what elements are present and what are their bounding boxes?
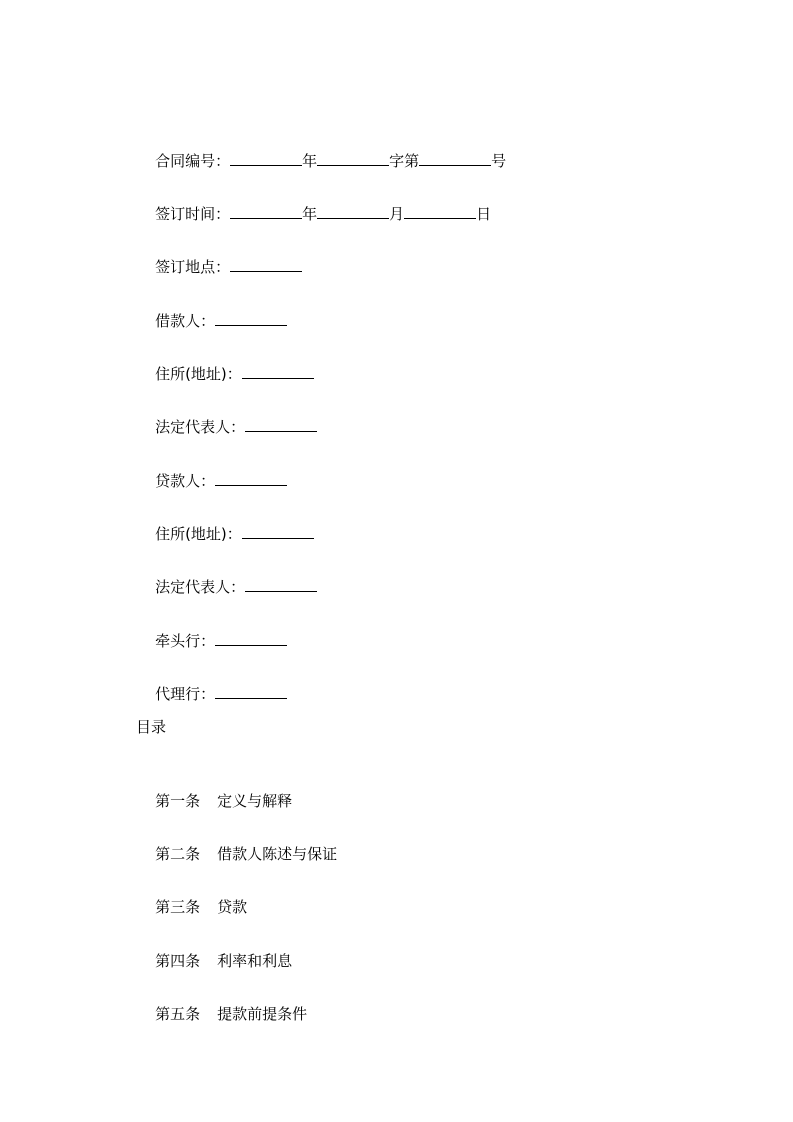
signing-place-line (136, 237, 302, 297)
borrower-rep-label: 法定代表人： (155, 418, 246, 436)
contract-number-unit-2: 字第 (389, 152, 420, 170)
borrower-line (136, 291, 287, 351)
borrower-blank (215, 311, 287, 326)
contract-number-line (136, 131, 506, 191)
toc-item (136, 984, 307, 1044)
lead-bank-blank (215, 631, 287, 646)
borrower-rep-line (136, 397, 317, 457)
signing-time-unit-1: 年 (302, 205, 318, 223)
toc-item (136, 824, 337, 884)
signing-place-label: 签订地点： (155, 258, 231, 276)
borrower-address-label: 住所(地址)： (155, 365, 242, 383)
lender-label: 贷款人： (155, 472, 216, 490)
contract-number-blank-1 (230, 151, 302, 166)
toc-item (136, 771, 292, 831)
lender-address-label: 住所(地址)： (155, 525, 242, 543)
lender-line (136, 451, 287, 511)
toc-item-number: 第四条 (155, 952, 201, 970)
borrower-rep-blank (245, 417, 317, 432)
contract-number-unit-3: 号 (491, 152, 507, 170)
signing-time-unit-3: 日 (476, 205, 492, 223)
lead-bank-line (136, 611, 287, 671)
lender-rep-label: 法定代表人： (155, 578, 246, 596)
lender-blank (215, 471, 287, 486)
signing-time-unit-2: 月 (389, 205, 405, 223)
toc-item-number: 第一条 (155, 792, 201, 810)
toc-item-title: 贷款 (217, 898, 248, 916)
toc-item (136, 877, 247, 937)
signing-time-blank-1 (230, 204, 302, 219)
contract-number-blank-2 (317, 151, 389, 166)
toc-item-title: 提款前提条件 (217, 1005, 308, 1023)
borrower-label: 借款人： (155, 312, 216, 330)
lender-address-line (136, 504, 314, 564)
contract-number-blank-3 (419, 151, 491, 166)
agent-bank-line (136, 664, 287, 724)
signing-time-blank-2 (317, 204, 389, 219)
contract-number-unit-1: 年 (302, 152, 318, 170)
toc-item-title: 利率和利息 (217, 952, 293, 970)
borrower-address-line (136, 344, 314, 404)
toc-title: 目录 (136, 718, 167, 736)
agent-bank-label: 代理行： (155, 685, 216, 703)
toc-item-number: 第三条 (155, 898, 201, 916)
toc-item-number: 第二条 (155, 845, 201, 863)
lender-rep-line (136, 557, 317, 617)
contract-number-label: 合同编号： (155, 152, 231, 170)
agent-bank-blank (215, 684, 287, 699)
toc-item-title: 借款人陈述与保证 (217, 845, 338, 863)
signing-time-label: 签订时间： (155, 205, 231, 223)
toc-item (136, 931, 292, 991)
toc-item-title: 定义与解释 (217, 792, 293, 810)
signing-time-line (136, 184, 491, 244)
lender-rep-blank (245, 577, 317, 592)
signing-place-blank (230, 257, 302, 272)
signing-time-blank-3 (404, 204, 476, 219)
toc-item-number: 第五条 (155, 1005, 201, 1023)
borrower-address-blank (242, 364, 314, 379)
lead-bank-label: 牵头行： (155, 632, 216, 650)
lender-address-blank (242, 524, 314, 539)
